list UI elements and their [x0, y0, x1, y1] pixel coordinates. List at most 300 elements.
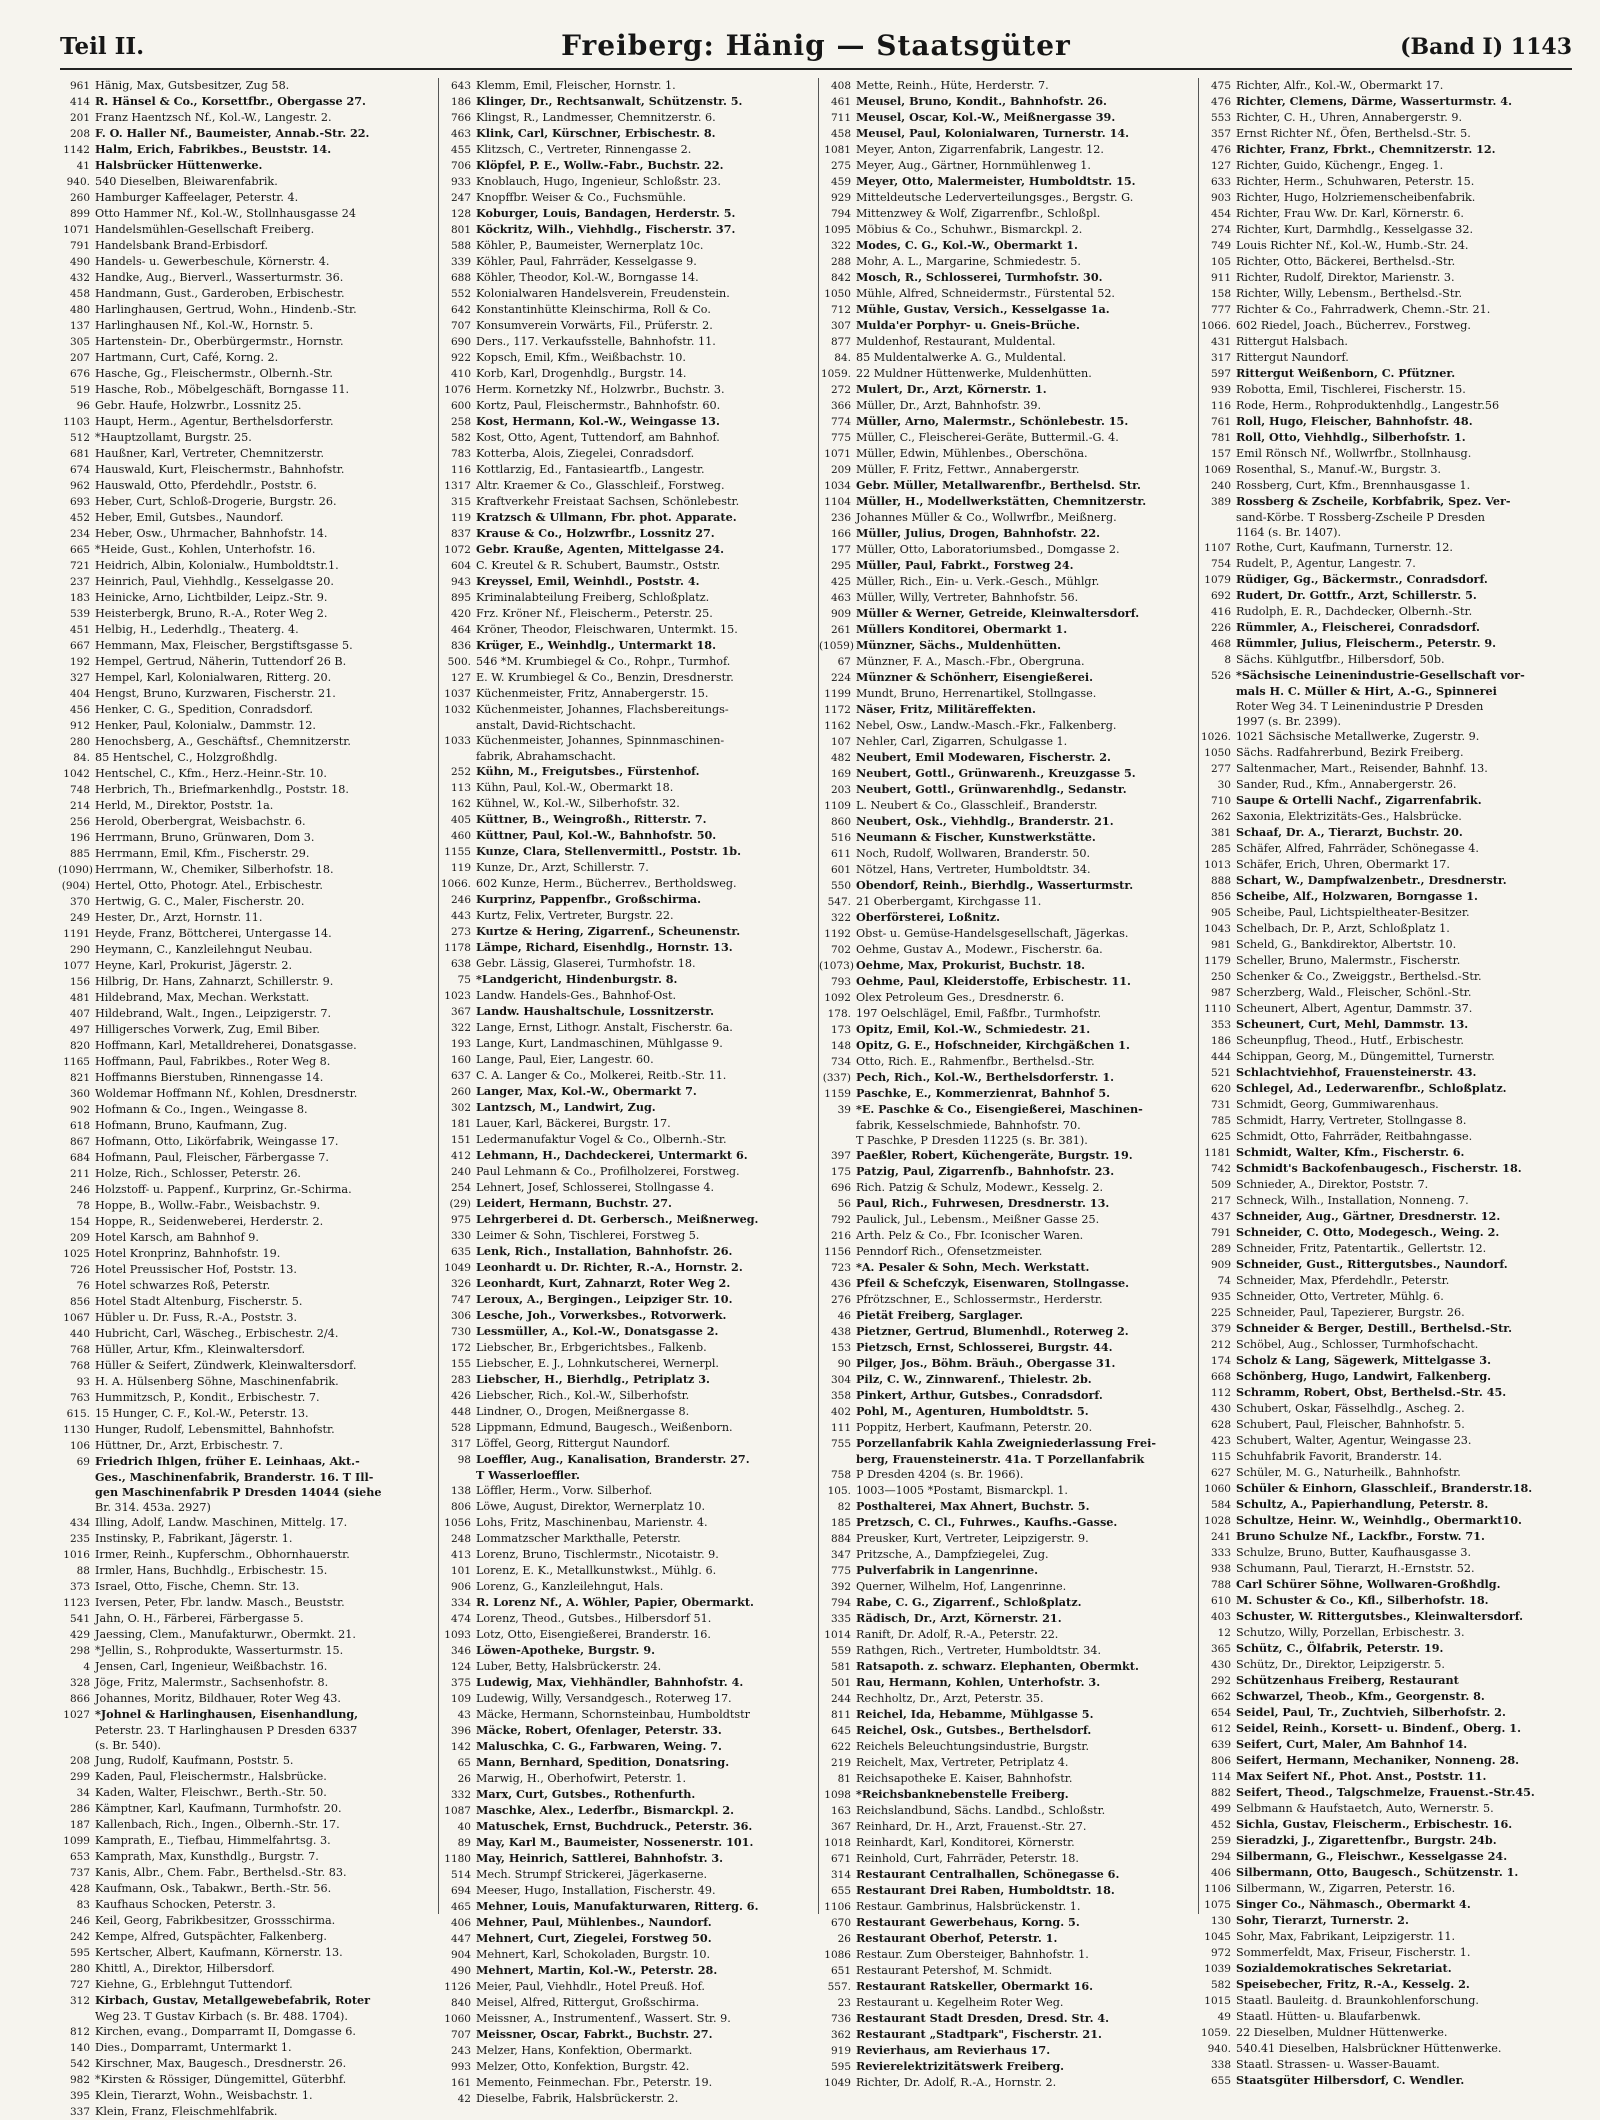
phone-number: 1178 — [444, 942, 471, 954]
directory-entry — [439, 286, 809, 302]
phone-number: 4 — [83, 1661, 90, 1673]
phone-number: 277 — [1210, 763, 1231, 775]
directory-entry — [58, 1246, 428, 1262]
directory-entry — [58, 206, 428, 222]
entry-text: Paul Lehmann & Co., Profilholzerei, Forstweg. — [476, 1165, 740, 1178]
entry-text: Hilligersches Vorwerk, Zug, Emil Biber. — [95, 1023, 320, 1036]
directory-entry — [819, 318, 1189, 334]
directory-entry — [819, 1420, 1189, 1436]
directory-entry — [819, 2059, 1189, 2075]
entry-text: Paeßler, Robert, Küchengeräte, Burgstr. 19. — [856, 1148, 1133, 1162]
directory-entry — [58, 1006, 428, 1022]
phone-number: 76 — [76, 1280, 90, 1292]
directory-entry — [819, 126, 1189, 142]
directory-entry — [819, 782, 1189, 798]
entry-text: Muldenhof, Restaurant, Muldental. — [856, 335, 1056, 348]
phone-number: 234 — [69, 528, 90, 540]
directory-entry — [58, 638, 428, 654]
entry-text: Restaur. Zum Obersteiger, Bahnhofstr. 1. — [856, 1948, 1089, 1961]
entry-text: Hüller & Seifert, Zündwerk, Kleinwaltersdorf. — [95, 1359, 357, 1372]
entry-text: Schneider, Max, Pferdehdlr., Peterstr. — [1236, 1274, 1450, 1287]
phone-number: 327 — [69, 672, 90, 684]
entry-text: Rittergut Naundorf. — [1236, 351, 1349, 364]
phone-number: 404 — [69, 688, 90, 700]
entry-text: Obst- u. Gemüse-Handelsgesellschaft, Jägerkas. — [856, 927, 1129, 940]
directory-entry — [819, 1691, 1189, 1707]
directory-entry — [819, 1102, 1189, 1118]
entry-text: Silbermann, G., Fleischwr., Kesselgasse 24. — [1236, 1849, 1508, 1863]
directory-entry — [439, 1244, 809, 1260]
entry-text: Pfrötzschner, E., Schlossermstr., Herderstr. — [856, 1293, 1103, 1306]
entry-text: Münzner, Sächs., Muldenhütten. — [856, 638, 1061, 652]
directory-entry — [58, 1563, 428, 1579]
directory-entry — [1199, 1993, 1569, 2009]
entry-text: Revierelektrizitätswerk Freiberg. — [856, 2059, 1065, 2073]
entry-text: Mehnert, Karl, Schokoladen, Burgstr. 10. — [476, 1948, 711, 1961]
phone-number: 882 — [1210, 1787, 1231, 1799]
entry-text: Porzellanfabrik Kahla Zweigniederlassung Frei- — [856, 1436, 1157, 1450]
directory-entry — [1199, 1193, 1569, 1209]
entry-text: Hoffmanns Bierstuben, Rinnengasse 14. — [95, 1071, 324, 1084]
directory-entry — [439, 1947, 809, 1963]
directory-entry — [58, 1627, 428, 1643]
phone-number: 465 — [450, 1901, 471, 1913]
phone-number: 105. — [827, 1485, 851, 1497]
phone-number: 452 — [1210, 1819, 1231, 1831]
directory-entry — [1199, 1577, 1569, 1593]
entry-text: gen Maschinenfabrik P Dresden 14044 (siehe — [95, 1485, 382, 1499]
phone-number: 458 — [830, 128, 851, 140]
phone-number: 922 — [450, 352, 471, 364]
entry-text: Hamburger Kaffeelager, Peterstr. 4. — [95, 191, 299, 204]
directory-entry — [439, 1499, 809, 1515]
directory-entry — [819, 1006, 1189, 1022]
directory-entry — [439, 1739, 809, 1755]
entry-text: T Wasserloeffler. — [476, 1468, 580, 1482]
phone-number: 962 — [69, 480, 90, 492]
entry-text: Nebel, Osw., Landw.-Masch.-Fkr., Falkenberg. — [856, 719, 1117, 732]
directory-entry — [439, 1787, 809, 1803]
entry-text: Hummitzsch, P., Kondit., Erbischestr. 7. — [95, 1391, 320, 1404]
directory-entry — [819, 1260, 1189, 1276]
entry-text: Kottlarzig, Ed., Fantasieartfb., Langestr. — [476, 463, 705, 476]
entry-text: Rümmler, Julius, Fleischerm., Peterstr. 9. — [1236, 636, 1497, 650]
phone-number: 627 — [1210, 1467, 1231, 1479]
phone-number: 794 — [830, 1597, 851, 1609]
entry-text: Richter, Willy, Lebensm., Berthelsd.-Str. — [1236, 287, 1463, 300]
phone-number: 276 — [830, 1294, 851, 1306]
directory-entry — [1199, 745, 1569, 761]
entry-text: Restaurant Gewerbehaus, Korng. 5. — [856, 1915, 1080, 1929]
entry-text: Hotel Kronprinz, Bahnhofstr. 19. — [95, 1247, 281, 1260]
phone-number: 712 — [830, 304, 851, 316]
phone-number: 116 — [450, 464, 471, 476]
phone-number: 211 — [69, 1168, 90, 1180]
phone-number: 107 — [830, 736, 851, 748]
entry-text: Schuster, W. Rittergutsbes., Kleinwaltersdorf. — [1236, 1609, 1524, 1623]
entry-text: Richter, Frau Ww. Dr. Karl, Körnerstr. 6. — [1236, 207, 1464, 220]
entry-text: Restaurant Stadt Dresden, Dresd. Str. 4. — [856, 2011, 1110, 2025]
directory-entry — [58, 1929, 428, 1945]
directory-entry — [58, 926, 428, 942]
phone-number: 169 — [830, 768, 851, 780]
directory-entry — [819, 878, 1189, 894]
entry-text: *Reichsbanknebenstelle Freiberg. — [856, 1787, 1069, 1801]
directory-entry — [819, 1070, 1189, 1086]
phone-number: 642 — [450, 304, 471, 316]
phone-number: 357 — [1210, 128, 1231, 140]
phone-number: 166 — [830, 528, 851, 540]
phone-number: 1025 — [63, 1248, 90, 1260]
entry-text: Opitz, G. E., Hofschneider, Kirchgäßchen 1. — [856, 1038, 1130, 1052]
phone-number: 766 — [450, 112, 471, 124]
directory-entry — [439, 1627, 809, 1643]
directory-entry — [439, 558, 809, 574]
phone-number: 290 — [69, 944, 90, 956]
entry-text: May, Heinrich, Sattlerei, Bahnhofstr. 3. — [476, 1851, 724, 1865]
phone-number: 112 — [1210, 1387, 1231, 1399]
phone-number: 130 — [1210, 1915, 1231, 1927]
directory-entry — [819, 1659, 1189, 1675]
phone-number: 295 — [830, 560, 851, 572]
phone-number: 181 — [450, 1118, 471, 1130]
directory-entry — [439, 1851, 809, 1867]
section-label: Teil II. — [60, 33, 145, 60]
directory-entry — [819, 1819, 1189, 1835]
phone-number: 1110 — [1204, 1003, 1231, 1015]
phone-number: 1027 — [63, 1709, 90, 1721]
directory-entry — [439, 892, 809, 908]
entry-text: Klitzsch, C., Vertreter, Rinnengasse 2. — [476, 143, 692, 156]
directory-entry — [819, 1212, 1189, 1228]
entry-text: Schubert, Paul, Fleischer, Bahnhofstr. 5. — [1236, 1418, 1465, 1431]
directory-entry — [1199, 1337, 1569, 1353]
directory-entry — [439, 702, 809, 718]
entry-text: Mosch, R., Schlosserei, Turmhofstr. 30. — [856, 270, 1103, 284]
phone-number: 258 — [450, 416, 471, 428]
entry-text: *E. Paschke & Co., Eisengießerei, Maschinen- — [856, 1102, 1143, 1116]
directory-entry — [439, 2043, 809, 2059]
phone-number: 625 — [1210, 1131, 1231, 1143]
phone-number: 259 — [1210, 1835, 1231, 1847]
entry-text: Reinhold, Curt, Fahrräder, Peterstr. 18. — [856, 1852, 1079, 1865]
directory-entry — [819, 830, 1189, 846]
phone-number: 749 — [1210, 240, 1231, 252]
phone-number: 174 — [1210, 1355, 1231, 1367]
directory-entry — [1199, 1673, 1569, 1689]
entry-text: Lange, Paul, Eier, Langestr. 60. — [476, 1053, 654, 1066]
directory-entry — [819, 1995, 1189, 2011]
entry-text: Helbig, H., Lederhdlg., Theaterg. 4. — [95, 623, 299, 636]
phone-number: 1075 — [1204, 1899, 1231, 1911]
directory-entry — [819, 430, 1189, 446]
entry-text: *Jellin, S., Rohprodukte, Wasserturmstr. 15. — [95, 1644, 344, 1657]
directory-entry — [58, 190, 428, 206]
phone-number: 186 — [1210, 1035, 1231, 1047]
entry-text: Scheunpflug, Theod., Hutf., Erbischestr. — [1236, 1034, 1464, 1047]
entry-text: Richter, Kurt, Darmhdlg., Kesselgasse 32. — [1236, 223, 1474, 236]
phone-number: 260 — [69, 192, 90, 204]
entry-text: Hänig, Max, Gutsbesitzer, Zug 58. — [95, 79, 290, 92]
directory-entry — [819, 366, 1189, 382]
phone-number: 56 — [837, 1198, 851, 1210]
entry-text: Klein, Tierarzt, Wohn., Weisbachstr. 1. — [95, 2089, 313, 2102]
phone-number: 160 — [450, 1054, 471, 1066]
entry-text: Hauswald, Kurt, Fleischermstr., Bahnhofstr. — [95, 463, 345, 476]
directory-entry — [58, 1326, 428, 1342]
phone-number: 455 — [450, 144, 471, 156]
directory-entry — [819, 1118, 1189, 1133]
entry-text: Haupt, Herm., Agentur, Berthelsdorferstr. — [95, 415, 334, 428]
directory-entry — [819, 1054, 1189, 1070]
entry-text: *Kirsten & Rössiger, Düngemittel, Güterbhf. — [95, 2073, 347, 2086]
entry-text: Schubert, Walter, Agentur, Weingasse 23. — [1236, 1434, 1472, 1447]
phone-number: 1072 — [444, 544, 471, 556]
phone-number: 542 — [69, 2058, 90, 2070]
entry-text: 85 Hentschel, C., Holzgroßhdlg. — [95, 751, 278, 764]
entry-text: Rau, Hermann, Kohlen, Unterhofstr. 3. — [856, 1675, 1101, 1689]
phone-number: 209 — [830, 464, 851, 476]
directory-entry — [439, 1595, 809, 1611]
entry-text: Kunze, Clara, Stellenvermittl., Poststr. 1b. — [476, 844, 741, 858]
phone-number: 940. — [1207, 2043, 1231, 2055]
directory-entry — [58, 622, 428, 638]
phone-number: 162 — [450, 798, 471, 810]
directory-entry — [58, 78, 428, 94]
entry-text: Klinger, Dr., Rechtsanwalt, Schützenstr. 5. — [476, 94, 743, 108]
phone-number: 783 — [450, 448, 471, 460]
phone-number: 788 — [1210, 1579, 1231, 1591]
phone-number: 736 — [830, 2013, 851, 2025]
entry-text: Ernst Richter Nf., Öfen, Berthelsd.-Str. 5. — [1236, 127, 1471, 140]
entry-text: Irmler, Hans, Buchhdlg., Erbischestr. 15. — [95, 1564, 328, 1577]
directory-entry — [819, 190, 1189, 206]
directory-entry — [439, 1515, 809, 1531]
directory-entry — [1199, 1433, 1569, 1449]
phone-number: 781 — [1210, 432, 1231, 444]
entry-text: Sächs. Kühlgutfbr., Hilbersdorf, 50b. — [1236, 653, 1445, 666]
entry-text: Pech, Rich., Kol.-W., Berthelsdorferstr. 1. — [856, 1070, 1115, 1084]
directory-entry — [439, 1531, 809, 1547]
directory-entry — [58, 350, 428, 366]
phone-number: 403 — [1210, 1611, 1231, 1623]
phone-number: 643 — [450, 80, 471, 92]
directory-entry — [58, 1913, 428, 1929]
entry-text: Herbrich, Th., Briefmarkenhdlg., Poststr. 18. — [95, 783, 349, 796]
entry-text: Sächs. Radfahrerbund, Bezirk Freiberg. — [1236, 746, 1464, 759]
directory-entry — [1199, 841, 1569, 857]
directory-entry — [819, 1244, 1189, 1260]
directory-entry — [1199, 714, 1569, 729]
phone-number: 236 — [830, 512, 851, 524]
directory-entry — [58, 1406, 428, 1422]
directory-entry — [1199, 1817, 1569, 1833]
phone-number: 1056 — [444, 1517, 471, 1529]
entry-text: Ledermanufaktur Vogel & Co., Olbernh.-Str. — [476, 1133, 727, 1146]
phone-number: 109 — [450, 1693, 471, 1705]
phone-number: 1199 — [824, 688, 851, 700]
entry-text: Heidrich, Albin, Kolonialw., Humboldtstr.1. — [95, 559, 339, 572]
entry-text: Mech. Strumpf Strickerei, Jägerkaserne. — [476, 1868, 708, 1881]
entry-text: Lehmann, H., Dachdeckerei, Untermarkt 6. — [476, 1148, 748, 1162]
directory-entry — [58, 1707, 428, 1723]
phone-number: 938 — [1210, 1563, 1231, 1575]
page-header — [60, 26, 1572, 70]
directory-entry — [819, 702, 1189, 718]
entry-text: Kröner, Theodor, Fleischwaren, Untermkt. 15. — [476, 623, 738, 636]
phone-number: 791 — [69, 240, 90, 252]
directory-entry — [1199, 286, 1569, 302]
phone-number: 895 — [450, 592, 471, 604]
entry-text: Pritzsche, A., Dampfziegelei, Zug. — [856, 1548, 1049, 1561]
phone-number: 792 — [830, 1214, 851, 1226]
directory-entry — [439, 350, 809, 366]
entry-text: Schneider, Otto, Vertreter, Mühlg. 6. — [1236, 1290, 1444, 1303]
directory-entry — [58, 174, 428, 190]
phone-number: 75 — [457, 974, 471, 986]
directory-entry — [819, 1723, 1189, 1739]
entry-text: Lotz, Otto, Eisengießerei, Branderstr. 16. — [476, 1628, 711, 1641]
phone-number: 654 — [1210, 1707, 1231, 1719]
phone-number: 768 — [69, 1344, 90, 1356]
directory-entry — [1199, 937, 1569, 953]
entry-text: Küttner, Paul, Kol.-W., Bahnhofstr. 50. — [476, 828, 717, 842]
directory-entry — [58, 606, 428, 622]
phone-number: 1076 — [444, 384, 471, 396]
entry-text: Schuhfabrik Favorit, Branderstr. 14. — [1236, 1450, 1442, 1463]
phone-number: 235 — [69, 1533, 90, 1545]
phone-number: 246 — [69, 1184, 90, 1196]
entry-text: Schippan, Georg, M., Düngemittel, Turnerstr. — [1236, 1050, 1495, 1063]
phone-number: 447 — [450, 1933, 471, 1945]
phone-number: 183 — [69, 592, 90, 604]
entry-text: Koburger, Louis, Bandagen, Herderstr. 5. — [476, 206, 736, 220]
directory-entry — [58, 1675, 428, 1691]
directory-entry — [819, 622, 1189, 638]
directory-entry — [58, 1262, 428, 1278]
entry-text: Kühn, Paul, Kol.-W., Obermarkt 18. — [476, 781, 674, 794]
phone-number: 940. — [66, 176, 90, 188]
entry-text: 546 *M. Krumbiegel & Co., Rohpr., Turmhof. — [476, 655, 731, 668]
directory-entry — [58, 414, 428, 430]
directory-entry — [58, 2088, 428, 2104]
directory-entry — [58, 1086, 428, 1102]
entry-text: Mann, Bernhard, Spedition, Donatsring. — [476, 1755, 730, 1769]
directory-entry — [58, 1150, 428, 1166]
entry-text: Kratzsch & Ullmann, Fbr. phot. Apparate. — [476, 510, 737, 524]
directory-entry — [1199, 318, 1569, 334]
entry-text: Ludewig, Willy, Versandgesch., Roterweg 17. — [476, 1692, 732, 1705]
directory-entry — [58, 1374, 428, 1390]
phone-number: 192 — [69, 656, 90, 668]
directory-entry — [819, 766, 1189, 782]
directory-entry — [1199, 1321, 1569, 1337]
entry-text: Maschke, Alex., Lederfbr., Bismarckpl. 2. — [476, 1803, 735, 1817]
entry-text: Seifert, Hermann, Mechaniker, Nonneng. 28. — [1236, 1753, 1520, 1767]
entry-text: Schlegel, Ad., Lederwarenfbr., Schloßplatz. — [1236, 1081, 1507, 1095]
entry-text: Seidel, Paul, Tr., Zuchtvieh, Silberhofstr. 2. — [1236, 1705, 1506, 1719]
entry-text: Hasche, Rob., Möbelgeschäft, Borngasse 11. — [95, 383, 350, 396]
entry-text: Ders., 117. Verkaufsstelle, Bahnhofstr. 11. — [476, 335, 716, 348]
phone-number: 601 — [830, 864, 851, 876]
directory-entry — [819, 510, 1189, 526]
entry-text: Friedrich Ihlgen, früher E. Leinhaas, Akt.- — [95, 1454, 360, 1468]
entry-text: Franz Haentzsch Nf., Kol.-W., Langestr. 2. — [95, 111, 332, 124]
directory-entry — [58, 366, 428, 382]
directory-entry — [1199, 525, 1569, 540]
entry-text: Dies., Domparramt, Untermarkt 1. — [95, 2041, 292, 2054]
entry-text: Meisel, Alfred, Rittergut, Großschirma. — [476, 1996, 700, 2009]
phone-number: 775 — [830, 1565, 851, 1577]
directory-entry — [58, 1310, 428, 1326]
phone-number: 173 — [830, 1024, 851, 1036]
entry-text: Hildebrand, Max, Mechan. Werkstatt. — [95, 991, 310, 1004]
directory-entry — [819, 350, 1189, 366]
entry-text: Seifert, Curt, Maler, Am Bahnhof 14. — [1236, 1737, 1468, 1751]
directory-entry — [58, 222, 428, 238]
entry-text: Krause & Co., Holzwrfbr., Lossnitz 27. — [476, 526, 715, 540]
entry-text: Max Seifert Nf., Phot. Anst., Poststr. 11. — [1236, 1769, 1487, 1783]
entry-text: Kiehne, G., Erblehngut Tuttendorf. — [95, 1978, 293, 1991]
directory-entry — [819, 2027, 1189, 2043]
phone-number: 322 — [450, 1022, 471, 1034]
entry-text: Reichsapotheke E. Kaiser, Bahnhofstr. — [856, 1772, 1073, 1785]
directory-entry — [439, 828, 809, 844]
directory-entry — [819, 974, 1189, 990]
phone-number: 670 — [830, 1917, 851, 1929]
entry-text: Restaurant Drei Raben, Humboldtstr. 18. — [856, 1883, 1115, 1897]
directory-entry — [58, 1390, 428, 1406]
entry-text: Müller, F. Fritz, Fettwr., Annabergerstr. — [856, 463, 1080, 476]
directory-entry — [58, 1849, 428, 1865]
directory-entry — [58, 1230, 428, 1246]
phone-number: 142 — [450, 1741, 471, 1753]
phone-number: 23 — [837, 1997, 851, 2009]
entry-text: Schaaf, Dr. A., Tierarzt, Buchstr. 20. — [1236, 825, 1463, 839]
directory-entry — [1199, 414, 1569, 430]
directory-entry — [1199, 1881, 1569, 1897]
directory-entry — [439, 382, 809, 398]
phone-number: 639 — [1210, 1739, 1231, 1751]
phone-number: 975 — [450, 1214, 471, 1226]
entry-text: Richter & Co., Fahrradwerk, Chemn.-Str. 21. — [1236, 303, 1491, 316]
entry-text: Pulverfabrik in Langenrinne. — [856, 1563, 1039, 1577]
phone-number: 334 — [450, 1597, 471, 1609]
phone-number: 434 — [69, 1517, 90, 1529]
phone-number: 396 — [450, 1725, 471, 1737]
entry-text: 1164 (s. Br. 1407). — [1236, 526, 1342, 539]
phone-number: 459 — [830, 176, 851, 188]
directory-entry — [819, 2011, 1189, 2027]
phone-number: 1172 — [824, 704, 851, 716]
entry-text: Lindner, O., Drogen, Meißnergasse 8. — [476, 1405, 690, 1418]
directory-entry — [58, 1723, 428, 1738]
directory-entry — [819, 462, 1189, 478]
phone-number: 247 — [450, 192, 471, 204]
directory-entry — [1199, 1465, 1569, 1481]
directory-entry — [1199, 889, 1569, 905]
phone-number: 40 — [457, 1821, 471, 1833]
entry-text: Meier, Paul, Viehhdlr., Hotel Preuß. Hof. — [476, 1980, 705, 1993]
phone-number: 912 — [69, 720, 90, 732]
directory-entry — [58, 1022, 428, 1038]
entry-text: Robotta, Emil, Tischlerei, Fischerstr. 15. — [1236, 383, 1466, 396]
phone-number: 904 — [450, 1949, 471, 1961]
entry-text: sand-Körbe. T Rossberg-Zscheile P Dresden — [1236, 511, 1486, 524]
phone-number: 768 — [69, 1360, 90, 1372]
phone-number: 292 — [1210, 1675, 1231, 1687]
directory-entry — [58, 1817, 428, 1833]
